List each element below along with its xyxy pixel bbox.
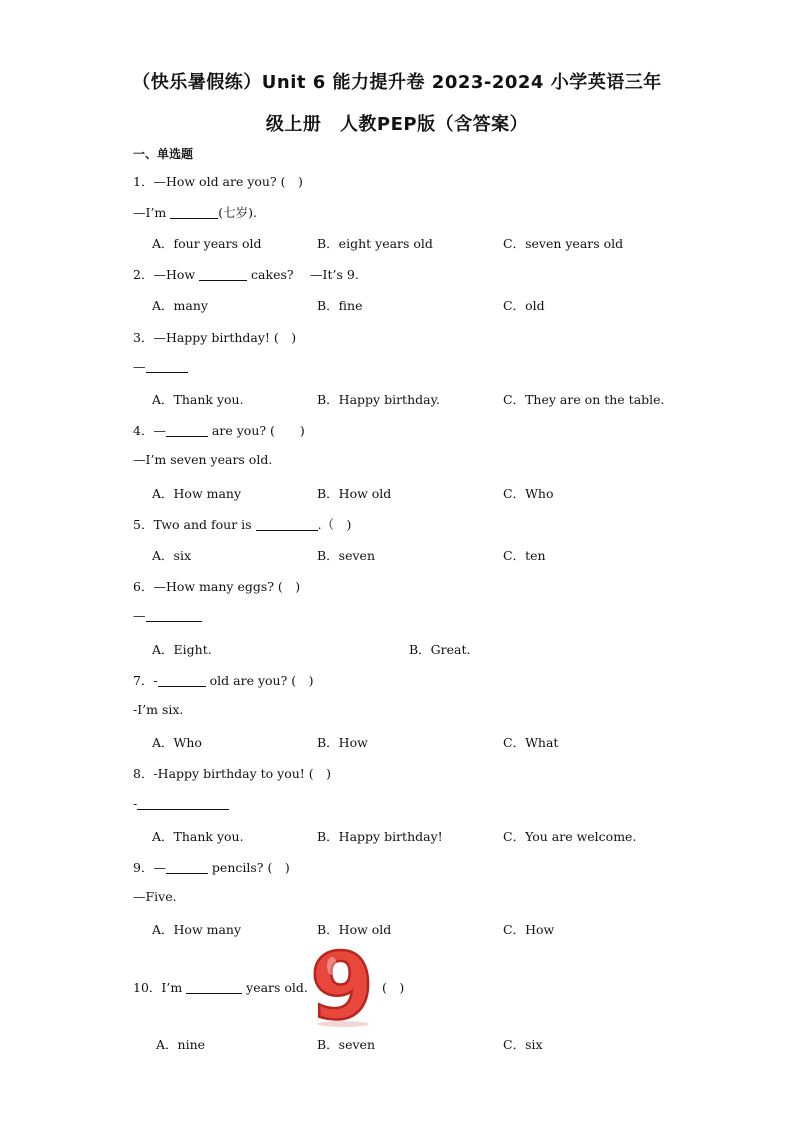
question-6-stem: 6．—How many eggs? ( ) bbox=[133, 579, 301, 594]
question-6-option-b[interactable]: B．Great. bbox=[409, 642, 471, 657]
question-5-stem: 5．Two and four is .（ ) bbox=[133, 517, 352, 532]
answer-blank[interactable] bbox=[199, 268, 247, 281]
question-5-option-a[interactable]: A．six bbox=[152, 548, 191, 563]
answer-blank[interactable] bbox=[186, 981, 242, 994]
question-8-stem: 8．-Happy birthday to you! ( ) bbox=[133, 766, 332, 781]
answer-blank[interactable] bbox=[158, 674, 206, 687]
question-8-option-b[interactable]: B．Happy birthday! bbox=[317, 829, 443, 844]
question-10-paren: ( ) bbox=[382, 980, 405, 995]
document-title-line-2: 级上册 人教PEP版（含答案） bbox=[265, 114, 529, 135]
question-1-option-c[interactable]: C．seven years old bbox=[503, 236, 624, 251]
question-2-option-c[interactable]: C．old bbox=[503, 298, 545, 313]
answer-blank[interactable] bbox=[137, 797, 229, 810]
question-6-answer-line: — bbox=[133, 608, 202, 623]
nine-glyph: 9 bbox=[309, 944, 375, 1028]
question-4-option-a[interactable]: A．How many bbox=[152, 486, 242, 501]
question-4-option-c[interactable]: C．Who bbox=[503, 486, 554, 501]
question-1-option-b[interactable]: B．eight years old bbox=[317, 236, 433, 251]
number-nine-image bbox=[305, 944, 379, 1028]
question-3-option-b[interactable]: B．Happy birthday. bbox=[317, 392, 440, 407]
answer-blank[interactable] bbox=[166, 424, 208, 437]
question-9-option-a[interactable]: A．How many bbox=[152, 922, 242, 937]
answer-blank[interactable] bbox=[146, 360, 188, 373]
question-10-option-a[interactable]: A．nine bbox=[156, 1037, 206, 1052]
question-10-option-b[interactable]: B．seven bbox=[317, 1037, 376, 1052]
question-2-option-b[interactable]: B．fine bbox=[317, 298, 363, 313]
question-3-option-a[interactable]: A．Thank you. bbox=[152, 392, 244, 407]
question-9-answer-line: —Five. bbox=[133, 889, 177, 904]
question-2-stem: 2．—How cakes? —It’s 9. bbox=[133, 267, 359, 282]
answer-blank[interactable] bbox=[256, 518, 318, 531]
question-10-stem: 10．I’m years old. bbox=[133, 980, 308, 995]
question-5-option-b[interactable]: B．seven bbox=[317, 548, 376, 563]
question-1-stem: 1．—How old are you? ( ) bbox=[133, 174, 303, 189]
question-3-stem: 3．—Happy birthday! ( ) bbox=[133, 330, 297, 345]
question-9-option-c[interactable]: C．How bbox=[503, 922, 555, 937]
question-5-option-c[interactable]: C．ten bbox=[503, 548, 546, 563]
question-6-option-a[interactable]: A．Eight. bbox=[152, 642, 212, 657]
section-heading: 一、单选题 bbox=[133, 147, 194, 161]
question-7-option-c[interactable]: C．What bbox=[503, 735, 559, 750]
question-10-option-c[interactable]: C．six bbox=[503, 1037, 543, 1052]
question-4-answer-line: —I’m seven years old. bbox=[133, 452, 273, 467]
question-7-option-a[interactable]: A．Who bbox=[152, 735, 202, 750]
question-4-stem: 4．— are you? ( ) bbox=[133, 423, 305, 438]
question-2-option-a[interactable]: A．many bbox=[152, 298, 208, 313]
question-8-option-c[interactable]: C．You are welcome. bbox=[503, 829, 637, 844]
answer-blank[interactable] bbox=[146, 609, 202, 622]
document-title-line-1: （快乐暑假练）Unit 6 能力提升卷 2023-2024 小学英语三年 bbox=[132, 72, 662, 93]
question-7-stem: 7．- old are you? ( ) bbox=[133, 673, 314, 688]
question-3-option-c[interactable]: C．They are on the table. bbox=[503, 392, 665, 407]
image-highlight bbox=[327, 957, 337, 975]
answer-blank[interactable] bbox=[170, 206, 218, 219]
question-8-answer-line: - bbox=[133, 796, 229, 811]
question-1-option-a[interactable]: A．four years old bbox=[152, 236, 262, 251]
question-4-option-b[interactable]: B．How old bbox=[317, 486, 392, 501]
question-8-option-a[interactable]: A．Thank you. bbox=[152, 829, 244, 844]
question-9-stem: 9．— pencils? ( ) bbox=[133, 860, 290, 875]
answer-blank[interactable] bbox=[166, 861, 208, 874]
question-1-answer-line: —I’m (七岁). bbox=[133, 205, 257, 220]
question-7-answer-line: -I’m six. bbox=[133, 702, 184, 717]
question-7-option-b[interactable]: B．How bbox=[317, 735, 368, 750]
question-9-option-b[interactable]: B．How old bbox=[317, 922, 392, 937]
question-3-answer-line: — bbox=[133, 359, 188, 374]
